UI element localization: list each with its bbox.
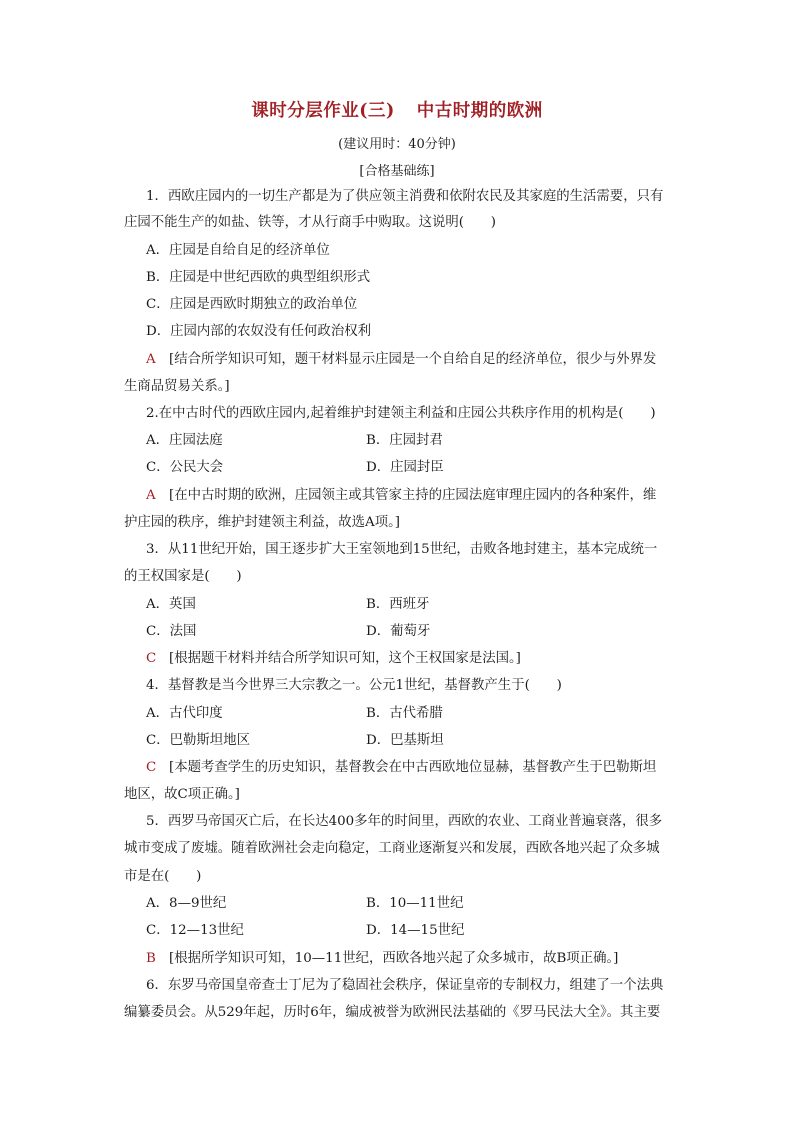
question-4-stem-line-1: 4．基督教是当今世界三大宗教之一。公元1世纪，基督教产生于( ) xyxy=(146,678,562,693)
question-5-stem-line-1: 5．西罗马帝国灭亡后，在长达400多年的时间里，西欧的农业、工商业普遍衰落，很多 xyxy=(146,814,663,829)
question-4-option-a: A．古代印度 xyxy=(146,706,223,721)
question-5-explanation-line-1: B [根据所学知识可知，10—11世纪，西欧各地兴起了众多城市，故B项正确。] xyxy=(146,951,619,966)
question-5-answer: B xyxy=(146,951,156,966)
question-1-stem-line-1: 1．西欧庄园内的一切生产都是为了供应领主消费和依附农民及其家庭的生活需要，只有 xyxy=(146,189,664,204)
question-3-explanation-line-1: C [根据题干材料并结合所学知识可知，这个王权国家是法国。] xyxy=(146,651,521,666)
question-1-explanation-line-1: A [结合所学知识可知，题干材料显示庄园是一个自给自足的经济单位，很少与外界发 xyxy=(146,352,657,367)
question-2-answer: A xyxy=(146,488,156,503)
question-2-explanation-line-2: 护庄园的秩序，维护封建领主利益，故选A项。] xyxy=(124,515,401,530)
question-4-explanation-line-2: 地区，故C项正确。] xyxy=(124,787,240,802)
question-5-stem-line-3: 市是在( ) xyxy=(124,869,202,884)
question-2-option-d: D．庄园封臣 xyxy=(366,460,444,475)
time-note: (建议用时：40分钟) xyxy=(338,137,456,152)
question-5-stem-line-2: 城市变成了废墟。随着欧洲社会走向稳定，工商业逐渐复兴和发展，西欧各地兴起了众多城 xyxy=(124,841,660,856)
question-3-answer: C xyxy=(146,651,157,666)
question-6-stem-line-2: 编纂委员会。从529年起，历时6年，编成被誉为欧洲民法基础的《罗马民法大全》。其主要 xyxy=(124,1005,661,1020)
question-5-option-d: D．14—15世纪 xyxy=(366,923,465,938)
question-5-option-a: A．8—9世纪 xyxy=(146,896,227,911)
question-4-option-c: C．巴勒斯坦地区 xyxy=(146,733,250,748)
question-2-option-b: B．庄园封君 xyxy=(366,433,443,448)
question-1-option-c: C．庄园是西欧时期独立的政治单位 xyxy=(146,297,358,312)
question-3-option-a: A．英国 xyxy=(146,597,196,612)
question-3-option-b: B．西班牙 xyxy=(366,597,430,612)
page-title xyxy=(0,97,794,122)
title-part-2: 中古时期的欧洲 xyxy=(416,101,543,121)
question-4-option-b: B．古代希腊 xyxy=(366,706,443,721)
question-1-option-a: A．庄园是自给自足的经济单位 xyxy=(146,243,330,258)
question-2-stem-line-1: 2.在中古时代的西欧庄园内,起着维护封建领主利益和庄园公共秩序作用的机构是( ) xyxy=(146,406,656,421)
question-1-answer: A xyxy=(146,352,156,367)
question-5-option-c: C．12—13世纪 xyxy=(146,923,244,938)
question-3-stem-line-1: 3．从11世纪开始，国王逐步扩大王室领地到15世纪，击败各地封建主，基本完成统一 xyxy=(146,542,658,557)
question-1-stem-line-2: 庄园不能生产的如盐、铁等，才从行商手中购取。这说明( ) xyxy=(124,215,496,230)
question-6-stem-line-1: 6．东罗马帝国皇帝查士丁尼为了稳固社会秩序，保证皇帝的专制权力，组建了一个法典 xyxy=(146,978,664,993)
question-3-stem-line-2: 的王权国家是( ) xyxy=(124,569,242,584)
question-1-option-d: D．庄园内部的农奴没有任何政治权利 xyxy=(146,324,371,339)
question-4-answer: C xyxy=(146,760,157,775)
question-4-explanation-line-1: C [本题考查学生的历史知识，基督教会在中古西欧地位显赫，基督教产生于巴勒斯坦 xyxy=(146,760,657,775)
question-1-explanation-line-2: 生商品贸易关系。] xyxy=(124,379,230,394)
question-3-option-d: D．葡萄牙 xyxy=(366,624,431,639)
question-2-option-a: A．庄园法庭 xyxy=(146,433,223,448)
question-3-option-c: C．法国 xyxy=(146,624,197,639)
title-part-1: 课时分层作业(三) xyxy=(251,101,395,121)
section-heading: [合格基础练] xyxy=(359,164,435,179)
question-1-option-b: B．庄园是中世纪西欧的典型组织形式 xyxy=(146,270,371,285)
question-5-option-b: B．10—11世纪 xyxy=(366,896,464,911)
question-2-option-c: C．公民大会 xyxy=(146,460,224,475)
question-2-explanation-line-1: A [在中古时期的欧洲，庄园领主或其管家主持的庄园法庭审理庄园内的各种案件，维 xyxy=(146,488,657,503)
question-4-option-d: D．巴基斯坦 xyxy=(366,733,444,748)
